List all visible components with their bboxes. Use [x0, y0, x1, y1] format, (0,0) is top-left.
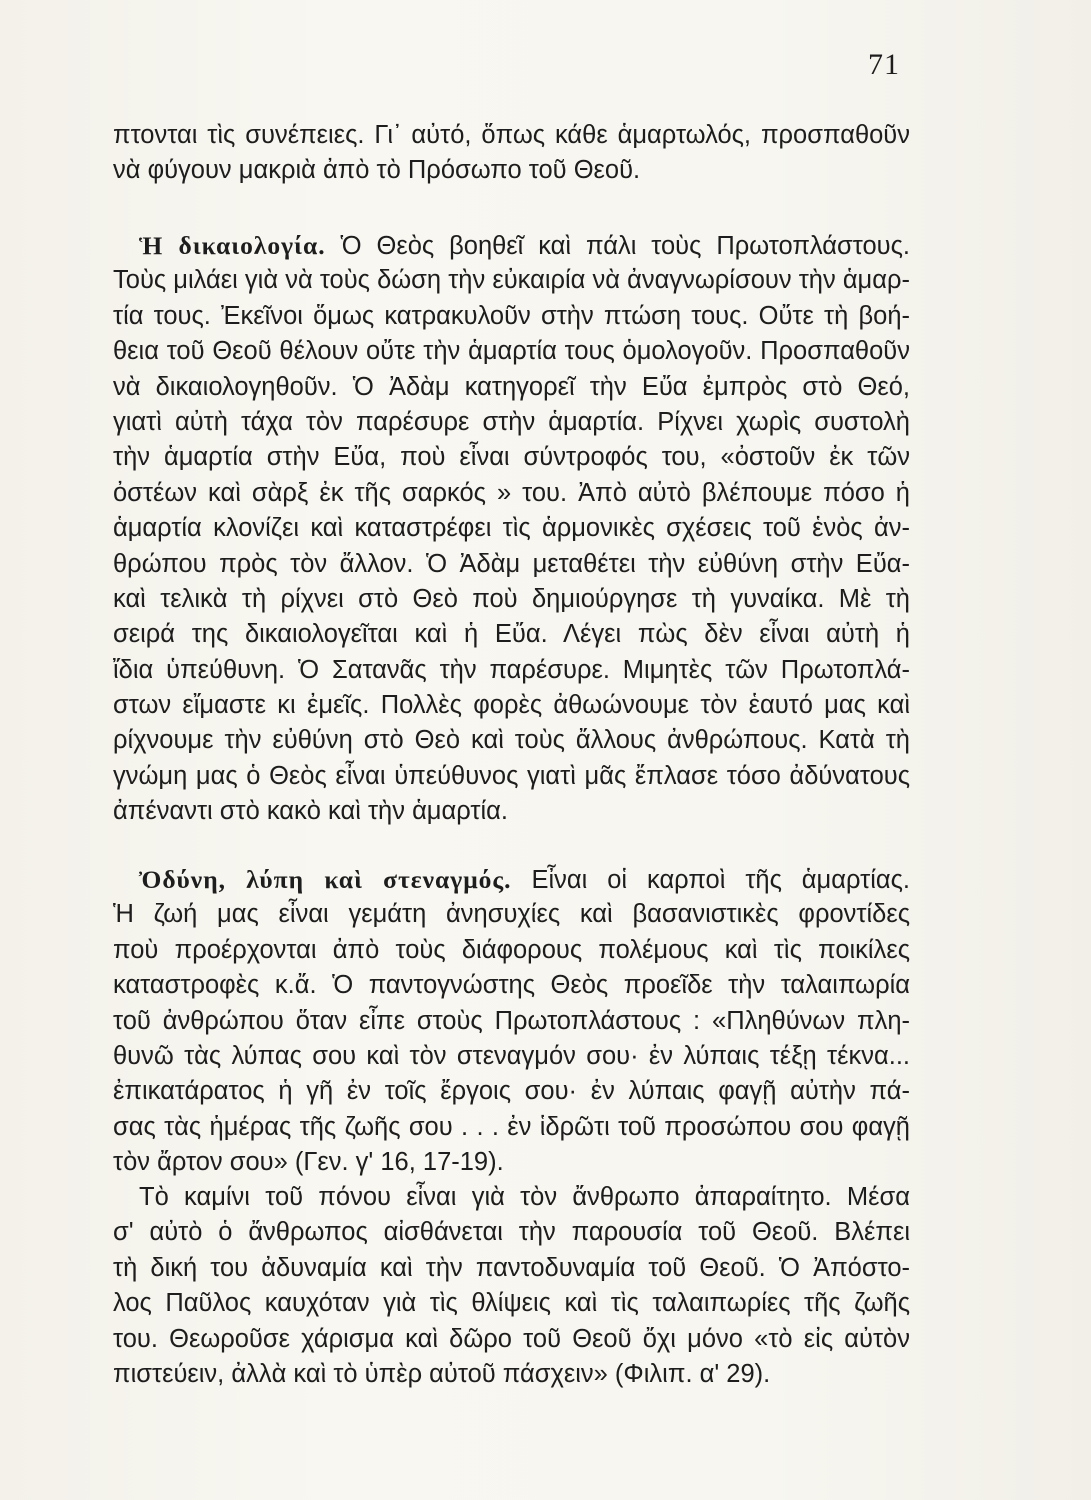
section-heading: Ὀδύνη, λύπη καὶ στεναγμός.: [139, 865, 512, 894]
text-line-rest: Ὁ Θεὸς βοηθεῖ καὶ πάλι τοὺς Πρωτοπλάστους.: [325, 232, 910, 260]
text-line: του. Θεωροῦσε χάρισμα καὶ δῶρο τοῦ Θεοῦ ὄχι μόνο «τὸ εἰς αὐτὸν: [113, 1324, 910, 1353]
text-line: τία τους. Ἐκεῖνοι ὅμως κατρακυλοῦν στὴν πτώση τους. Οὔτε τὴ βοή-: [113, 301, 910, 330]
text-line: σ' αὐτὸ ὁ ἄνθρωπος αἰσθάνεται τὴν παρουσία τοῦ Θεοῦ. Βλέπει: [113, 1218, 910, 1247]
text-line: καὶ τελικὰ τὴ ρίχνει στὸ Θεὸ ποὺ δημιούργησε τὴ γυναίκα. Μὲ τὴ: [113, 584, 910, 613]
text-line: θρώπου πρὸς τὸν ἄλλον. Ὁ Ἀδὰμ μεταθέτει τὴν εὐθύνη στὴν Εὔα-: [113, 549, 910, 578]
text-line: καταστροφὲς κ.ἄ. Ὁ παντογνώστης Θεὸς προεῖδε τὴν ταλαιπωρία: [113, 971, 910, 1000]
paragraph: [113, 228, 910, 830]
text-line: ρίχνουμε τὴν εὐθύνη στὸ Θεὸ καὶ τοὺς ἄλλους ἀνθρώπους. Κατὰ τὴ: [113, 726, 910, 755]
text-line: ἁμαρτία κλονίζει καὶ καταστρέφει τὶς ἁρμονικὲς σχέσεις τοῦ ἑνὸς ἀν-: [113, 514, 910, 543]
section-heading: Ἡ δικαιολογία.: [139, 231, 326, 260]
paragraph: [113, 118, 910, 189]
text-line: πιστεύειν, ἀλλὰ καὶ τὸ ὑπὲρ αὐτοῦ πάσχειν» (Φιλιπ. α' 29).: [113, 1359, 771, 1388]
text-line: τοῦ ἀνθρώπου ὅταν εἶπε στοὺς Πρωτοπλάστους : «Πληθύνων πλη-: [113, 1006, 910, 1035]
text-line: τὸν ἄρτον σου» (Γεν. γ' 16, 17-19).: [113, 1148, 504, 1177]
text-line: ἐπικατάρατος ἡ γῆ ἐν τοῖς ἔργοις σου· ἐν λύπαις φαγῇ αὐτὴν πά-: [113, 1077, 910, 1106]
text-line: ἀπέναντι στὸ κακὸ καὶ τὴν ἁμαρτία.: [113, 797, 508, 826]
text-line: ποὺ προέρχονται ἀπὸ τοὺς διάφορους πολέμους καὶ τὶς ποικίλες: [113, 935, 910, 964]
text-line: Τοὺς μιλάει γιὰ νὰ τοὺς δώση τὴν εὐκαιρία νὰ ἀναγνωρίσουν τὴν ἁμαρ-: [113, 266, 910, 295]
text-line: θυνῶ τὰς λύπας σου καὶ τὸν στεναγμόν σου· ἐν λύπαις τέξῃ τέκνα...: [113, 1041, 910, 1070]
text-line: στων εἴμαστε κι ἐμεῖς. Πολλὲς φορὲς ἀθωώνουμε τὸν ἑαυτό μας καὶ: [113, 691, 910, 720]
text-line: σειρά της δικαιολογεῖται καὶ ἡ Εὔα. Λέγει πὼς δὲν εἶναι αὐτὴ ἡ: [113, 620, 910, 649]
text-line: Ἡ ζωή μας εἶναι γεμάτη ἀνησυχίες καὶ βασανιστικὲς φροντίδες: [113, 900, 910, 929]
page-number: 71: [868, 48, 900, 81]
text-line: λος Παῦλος καυχόταν γιὰ τὶς θλίψεις καὶ τὶς ταλαιπωρίες τῆς ζωῆς: [113, 1289, 910, 1318]
text-line: τὴν ἁμαρτία στὴν Εὔα, ποὺ εἶναι σύντροφός του, «ὀστοῦν ἐκ τῶν: [113, 443, 910, 472]
text-line: νὰ φύγουν μακριὰ ἀπὸ τὸ Πρόσωπο τοῦ Θεοῦ.: [113, 156, 641, 185]
paragraph: [113, 862, 910, 1181]
text-line-rest: Εἶναι οἱ καρποὶ τῆς ἁμαρτίας.: [511, 866, 910, 894]
text-line: [113, 228, 910, 263]
text-line: θεια τοῦ Θεοῦ θέλουν οὔτε τὴν ἁμαρτία τους ὁμολογοῦν. Προσπαθοῦν: [113, 337, 910, 366]
text-line: γιατὶ αὐτὴ τάχα τὸν παρέσυρε στὴν ἁμαρτία. Ρίχνει χωρὶς συστολὴ: [113, 407, 910, 436]
text-line: Τὸ καμίνι τοῦ πόνου εἶναι γιὰ τὸν ἄνθρωπο ἀπαραίτητο. Μέσα: [139, 1183, 910, 1211]
text-line: ὀστέων καὶ σὰρξ ἐκ τῆς σαρκός » του. Ἀπὸ αὐτὸ βλέπουμε πόσο ἡ: [113, 478, 910, 507]
text-line: πτονται τὶς συνέπειες. Γι᾿ αὐτό, ὅπως κάθε ἁμαρτωλός, προσπαθοῦν: [113, 121, 910, 149]
paragraph: [113, 1180, 910, 1392]
text-line: ἴδια ὑπεύθυνη. Ὁ Σατανᾶς τὴν παρέσυρε. Μιμητὲς τῶν Πρωτοπλά-: [113, 655, 910, 684]
text-line: τὴ δική του ἀδυναμία καὶ τὴν παντοδυναμία τοῦ Θεοῦ. Ὁ Ἀπόστο-: [113, 1253, 910, 1282]
text-line: σας τὰς ἡμέρας τῆς ζωῆς σου . . . ἐν ἱδρῶτι τοῦ προσώπου σου φαγῇ: [113, 1112, 910, 1141]
text-line: [113, 862, 910, 897]
text-line: γνώμη μας ὁ Θεὸς εἶναι ὑπεύθυνος γιατὶ μᾶς ἔπλασε τόσο ἀδύνατους: [113, 761, 910, 790]
text-line: νὰ δικαιολογηθοῦν. Ὁ Ἀδὰμ κατηγορεῖ τὴν Εὔα ἐμπρὸς στὸ Θεό,: [113, 372, 910, 401]
